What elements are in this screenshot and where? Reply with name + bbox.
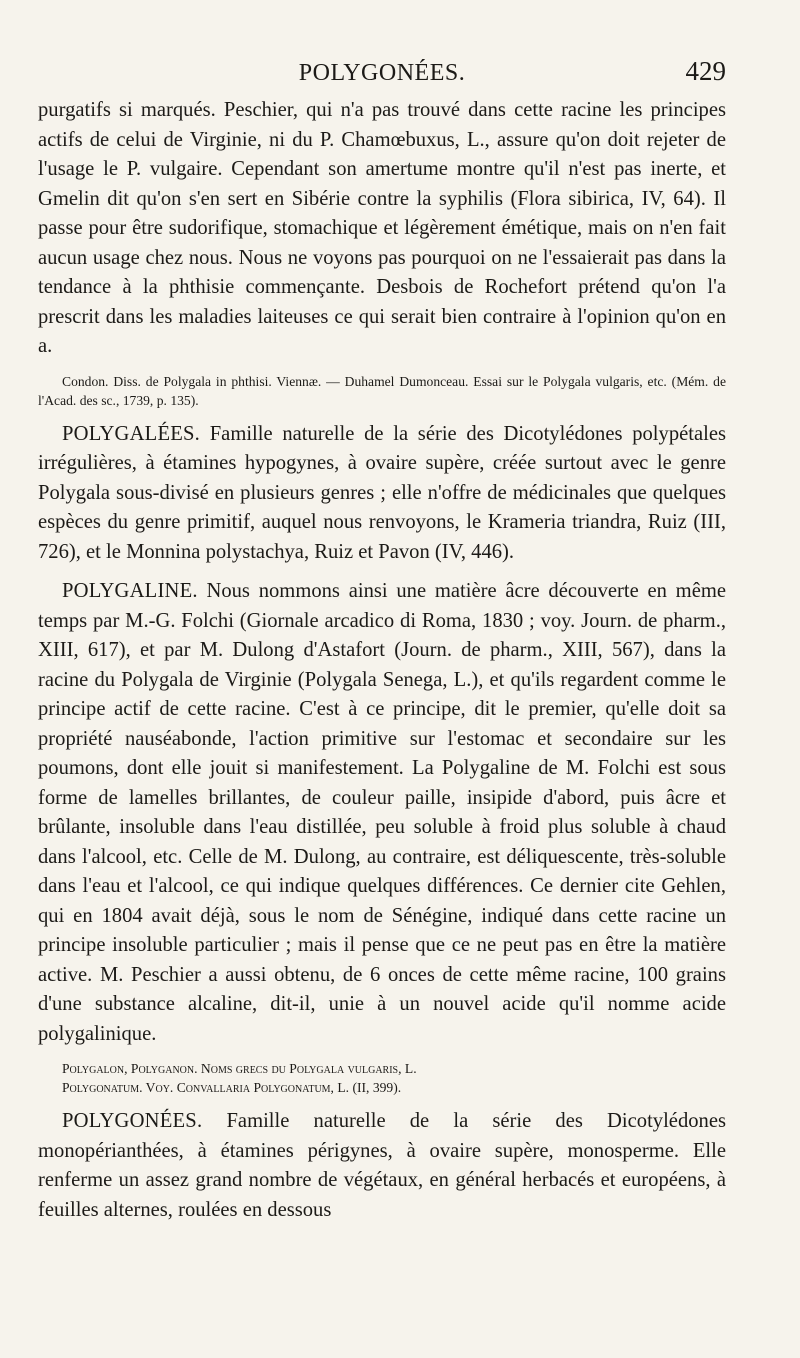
note-polygonatum: Polygonatum. Voy. Convallaria Polygonatum, L. (II, 399).: [62, 1080, 402, 1095]
note-condon: Condon. Diss. de Polygala in phthisi. Viennæ. — Duhamel Dumonceau. Essai sur le Polygala vulgaris, etc. (Mém. de l'Acad. des sc., 1739, p. 135).: [38, 373, 726, 408]
cross-reference-notes: [38, 1059, 726, 1097]
running-title: POLYGONÉES.: [298, 60, 466, 86]
entry-polygaline: [38, 577, 726, 1049]
paragraph-polygala-continuation: purgatifs si marqués. Peschier, qui n'a pas trouvé dans cette racine les principes actifs de celui de Virginie, ni du P. Chamœbuxus, L., assure qu'on doit rejeter de l'usage le P. vulgaire. Cependant son amertume montre qu'il n'est pas inerte, et Gmelin dit qu'on s'en sert en Sibérie contre la syphilis (Flora sibirica, IV, 64). Il passe pour être sudorifique, stomachique et légèrement émétique, mais on n'en fait aucun usage chez nous. Nous ne voyons pas pourquoi on ne l'essaierait pas dans la tendance à la phthisie commençante. Desbois de Rochefort prétend qu'on l'a prescrit dans les maladies laiteuses ce qui serait bien contraire à l'opinion qu'on en a.: [38, 99, 726, 357]
main-text-final: [38, 1107, 726, 1225]
entry-head-polygonees: POLYGONÉES.: [62, 1110, 203, 1132]
entry-body-polygonees: Famille naturelle de la série des Dicotylédones monopérianthées, à étamines périgynes, à ovaire supère, monosperme. Elle renferme un assez grand nombre de végétaux, en général herbacés et européens, à feuilles alternes, roulées en dessous: [38, 1110, 726, 1221]
entry-polygonees: [38, 1107, 726, 1225]
bibliography-note: [38, 372, 726, 410]
main-text-entries: [38, 420, 726, 1050]
main-text: [38, 96, 726, 362]
entry-head-polygalees: POLYGALÉES.: [62, 422, 200, 445]
entry-polygalees: [38, 420, 726, 568]
entry-body-polygaline: Nous nommons ainsi une matière âcre découverte en même temps par M.-G. Folchi (Giornale arcadico di Roma, 1830 ; voy. Journ. de pharm., XIII, 617), et par M. Dulong d'Astafort (Journ. de pharm., XIII, 567), dans la racine du Polygala de Virginie (Polygala Senega, L.), et qu'ils regardent comme le principe actif de cette racine. C'est à ce principe, dit le premier, qu'elle doit sa propriété nauséabonde, l'action primitive sur l'estomac et secondaire sur les poumons, dont elle jouit si manifestement. La Polygaline de M. Folchi est sous forme de lamelles brillantes, de couleur paille, insipide d'abord, puis âcre et brûlante, insoluble dans l'eau distillée, peu soluble à froid plus soluble à chaud dans l'alcool, etc. Celle de M. Dulong, au contraire, est déliquescente, très-soluble dans l'eau et l'alcool, ce qui indique quelques différences. Ce dernier cite Gehlen, qui en 1804 avait déjà, sous le nom de Sénégine, indiqué dans cette racine un principe insoluble particulier ; mais il pense que ce ne peut pas en être la matière active. M. Peschier a aussi obtenu, de 6 onces de cette même racine, 100 grains d'une substance alcaline, dit-il, unie à un nouvel acide qu'il nomme acide polygalinique.: [38, 580, 726, 1045]
running-header: [38, 56, 726, 96]
entry-body-polygalees: Famille naturelle de la série des Dicotylédones polypétales irrégulières, à étamines hypogynes, à ovaire supère, créée surtout avec le genre Polygala sous-divisé en plusieurs genres ; elle n'offre de médicinales que quelques espèces du genre primitif, auquel nous renvoyons, le Krameria triandra, Ruiz (III, 726), et le Monnina polystachya, Ruiz et Pavon (IV, 446).: [38, 422, 726, 563]
entry-head-polygaline: POLYGALINE.: [62, 580, 198, 602]
note-polygalon: Polygalon, Polyganon. Noms grecs du Polygala vulgaris, L.: [62, 1061, 417, 1076]
page-number: 429: [685, 56, 726, 86]
